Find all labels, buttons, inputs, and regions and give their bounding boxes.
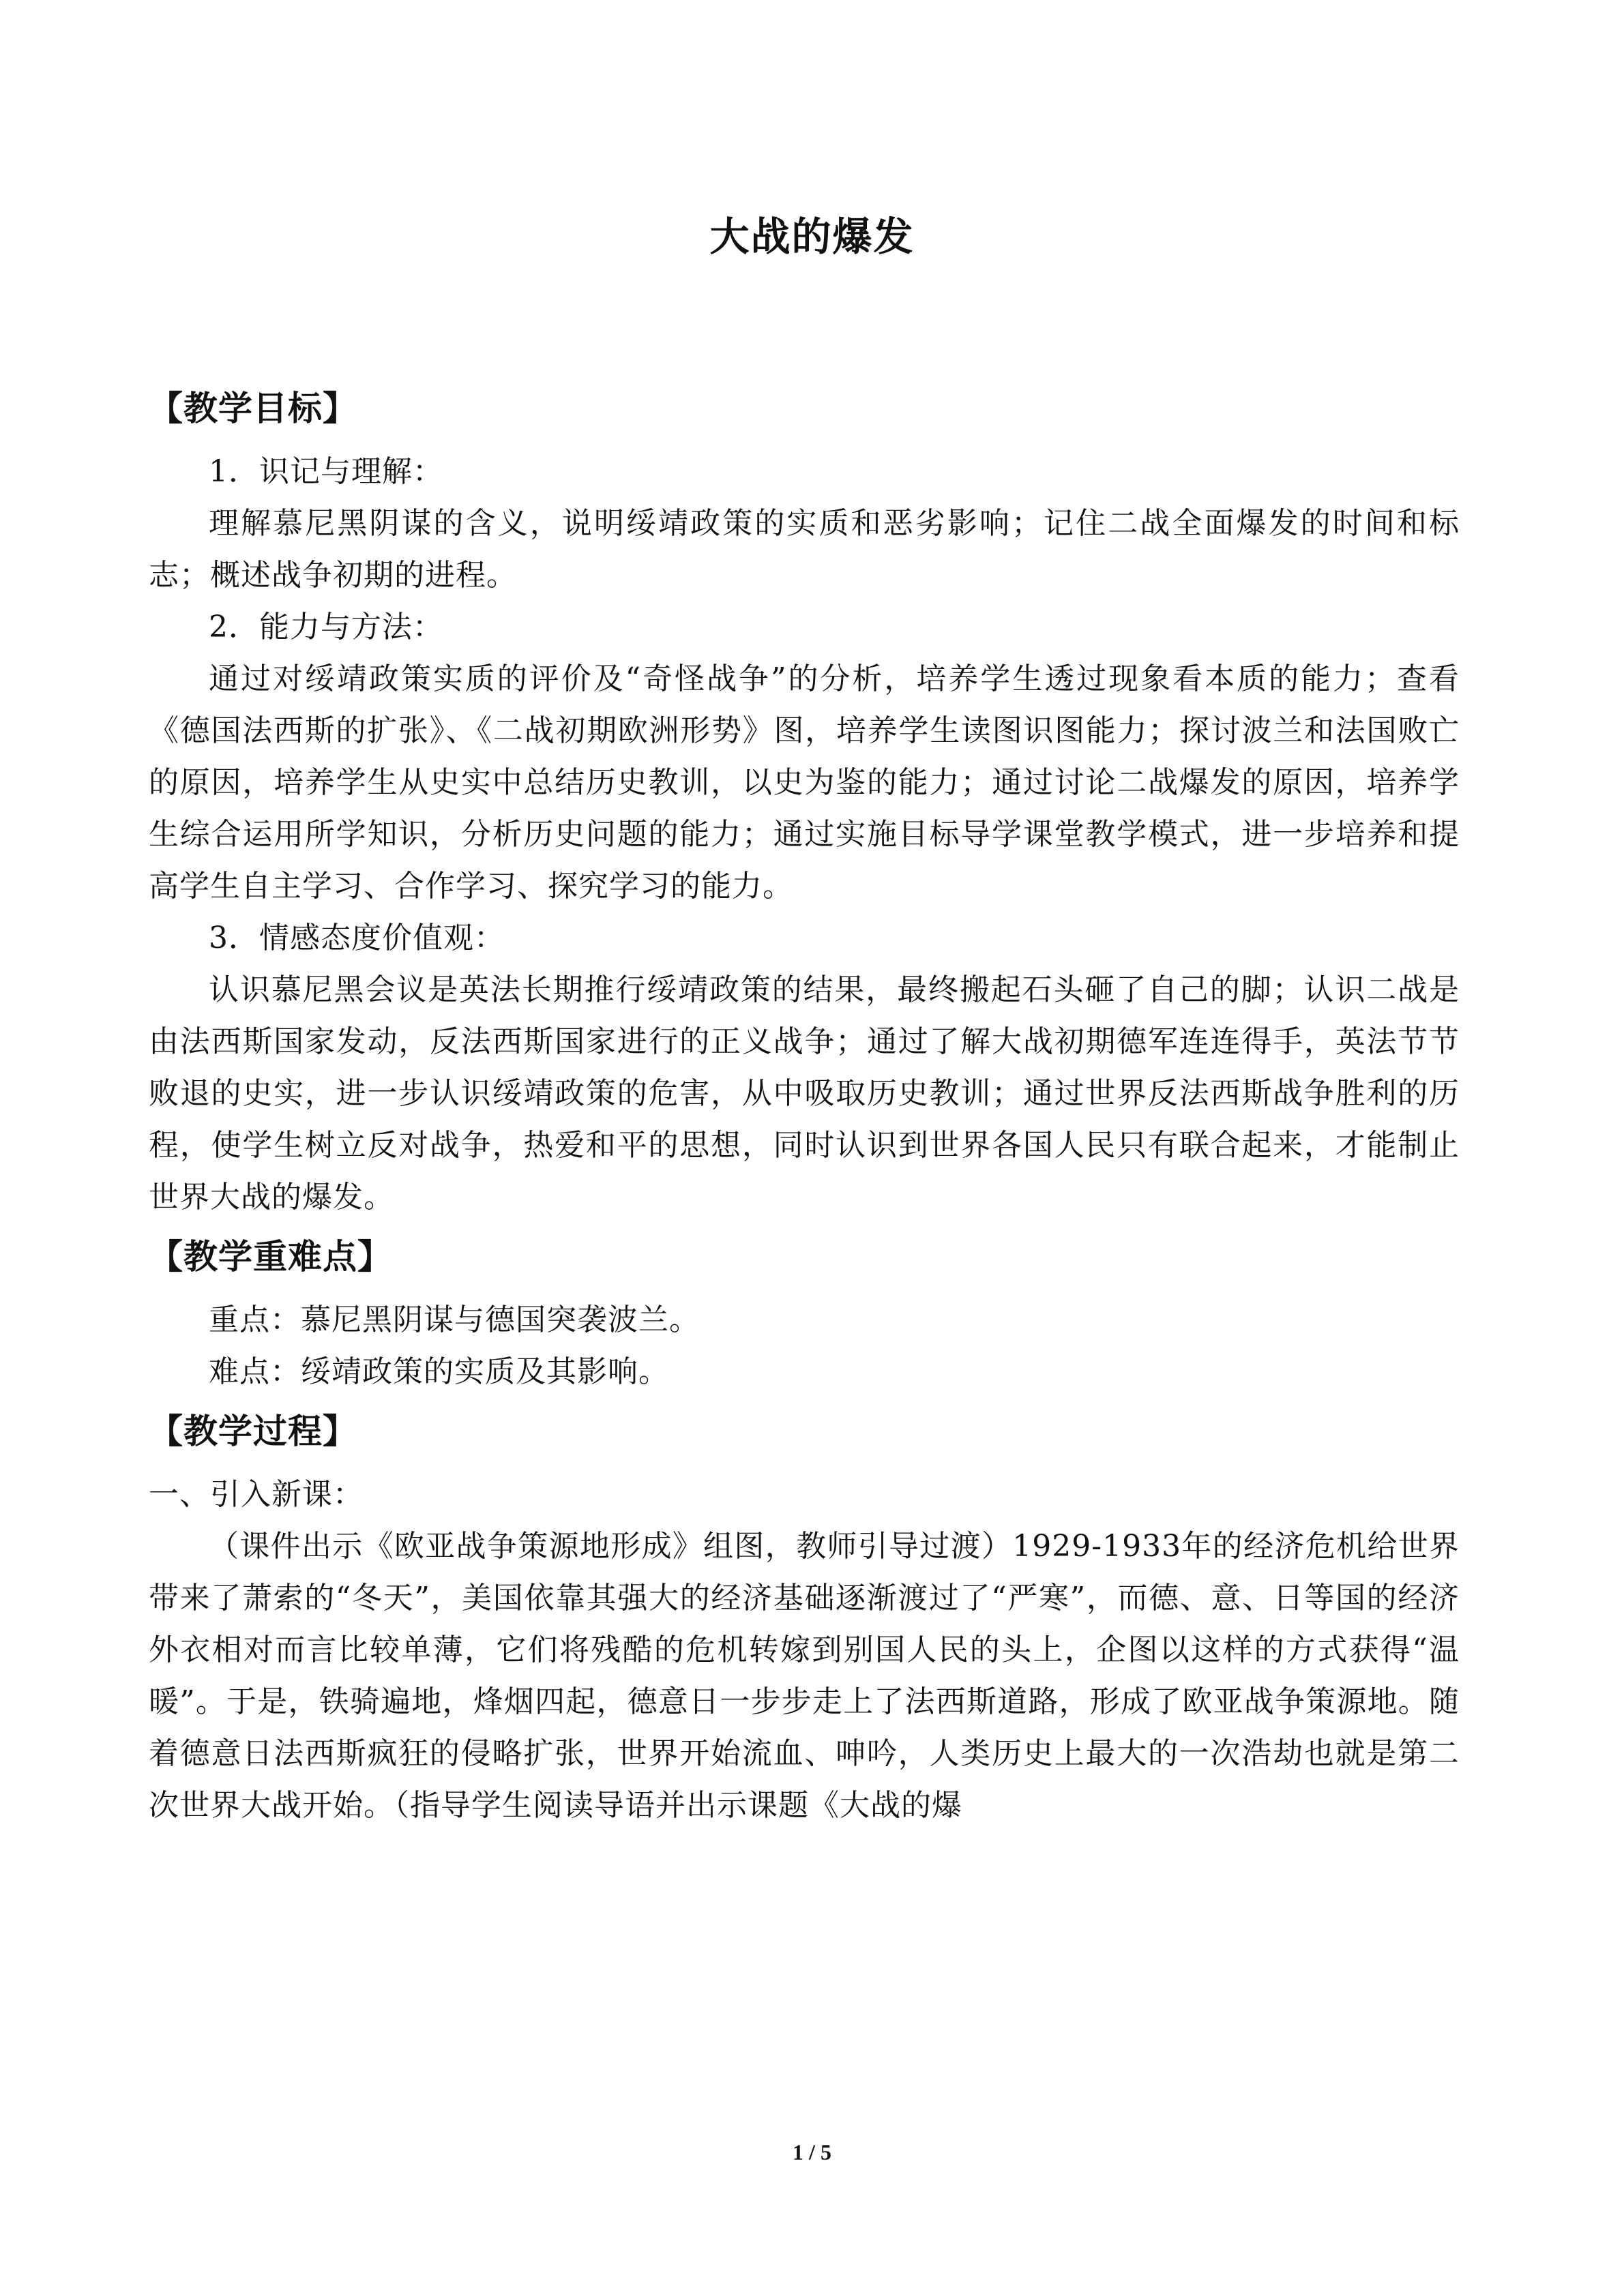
section-heading-key-points: 【教学重难点】 — [149, 1237, 392, 1277]
paragraph: （课件出示《欧亚战争策源地形成》组图，教师引导过渡）1929-1933年的经济危机给世界带来了萧索的“冬天”，美国依靠其强大的经济基础逐渐渡过了“严寒”，而德、意、日等国的经济外衣相对而言比较单薄，它们将残酷的危机转嫁到别国人民的头上，企图以这样的方式获得“温暖”。于是，铁骑遍地，烽烟四起，德意日一步步走上了法西斯道路，形成了欧亚战争策源地。随着德意日法西斯疯狂的侵略扩张，世界开始流血、呻吟，人类历史上最大的一次浩劫也就是第二次世界大战开始。（指导学生阅读导语并出示课题《大战的爆 — [149, 1529, 1460, 1823]
paragraph: 理解慕尼黑阴谋的含义，说明绥靖政策的实质和恶劣影响；记住二战全面爆发的时间和标志；概述战争初期的进程。 — [149, 506, 1460, 593]
paragraph: 认识慕尼黑会议是英法长期推行绥靖政策的结果，最终搬起石头砸了自己的脚；认识二战是由法西斯国家发动，反法西斯国家进行的正义战争；通过了解大战初期德军连连得手，英法节节败退的史实，进一步认识绥靖政策的危害，从中吸取历史教训；通过世界反法西斯战争胜利的历程，使学生树立反对战争，热爱和平的思想，同时认识到世界各国人民只有联合起来，才能制止世界大战的爆发。 — [149, 972, 1460, 1214]
subheading-understanding: 1．识记与理解： — [209, 454, 443, 489]
subheading-ability: 2．能力与方法： — [209, 610, 443, 644]
document-title: 大战的爆发 — [709, 213, 915, 260]
section-heading-process: 【教学过程】 — [149, 1412, 357, 1451]
spacer — [149, 1398, 1460, 1405]
spacer — [149, 1223, 1460, 1230]
document-body — [149, 382, 1460, 1832]
page-number: 1 / 5 — [793, 2140, 831, 2164]
paragraph: 通过对绥靖政策实质的评价及“奇怪战争”的分析，培养学生透过现象看本质的能力；查看《德国法西斯的扩张》、《二战初期欧洲形势》图，培养学生读图识图能力；探讨波兰和法国败亡的原因，培养学生从史实中总结历史教训，以史为鉴的能力；通过讨论二战爆发的原因，培养学生综合运用所学知识，分析历史问题的能力；通过实施目标导学课堂教学模式，进一步培养和提高学生自主学习、合作学习、探究学习的能力。 — [149, 661, 1460, 904]
key-point: 重点：慕尼黑阴谋与德国突袭波兰。 — [209, 1302, 700, 1337]
subheading-values: 3．情感态度价值观： — [209, 921, 505, 955]
difficult-point: 难点：绥靖政策的实质及其影响。 — [209, 1354, 669, 1389]
section-heading-objectives: 【教学目标】 — [149, 389, 357, 428]
subheading-intro: 一、引入新课： — [149, 1477, 364, 1512]
